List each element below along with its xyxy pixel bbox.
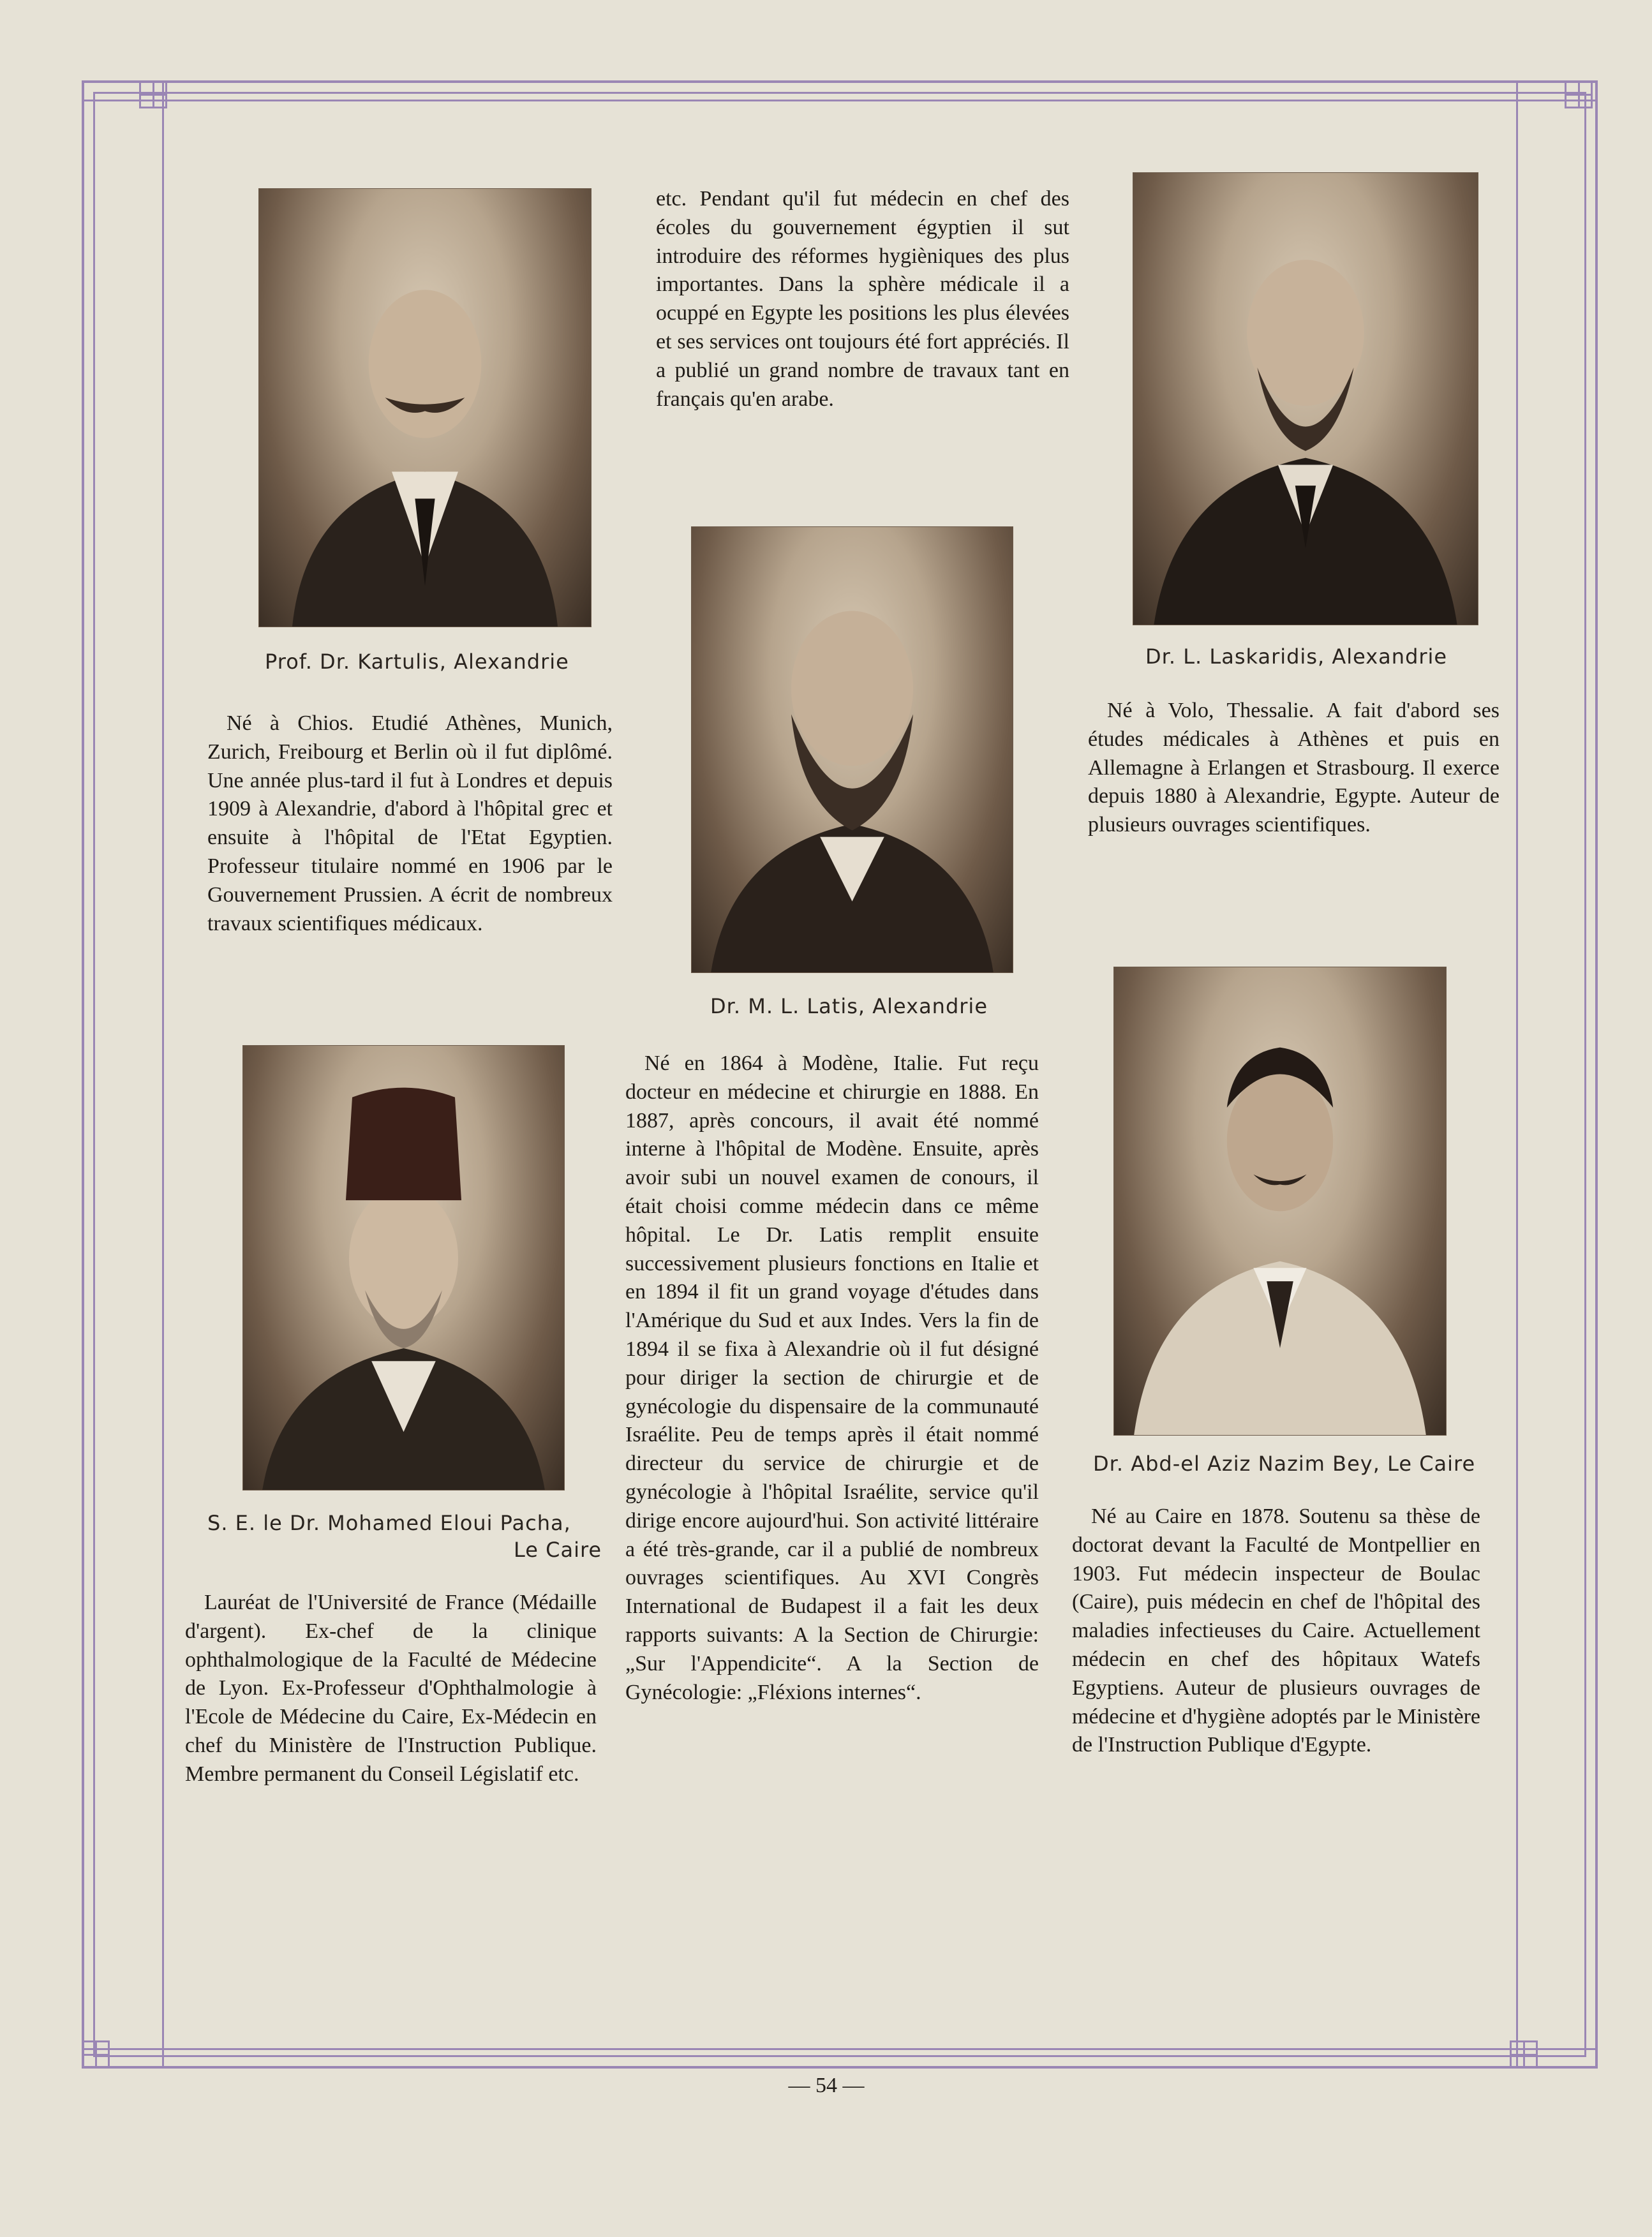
portrait-latis-figure (692, 527, 1013, 972)
article-laskaridis-text: Né à Volo, Thessalie. A fait d'abord ses études médicales à Athènes et puis en Allemagne à Erlangen et Strasbourg. Il exerce depuis 1880 à Alexandrie, Egypte. Auteur de plusieurs ouvrages scientifiques. (1088, 699, 1499, 837)
article-kartulis-text: Né à Chios. Etudié Athènes, Munich, Zurich, Freibourg et Berlin où il fut diplômé. Une année plus-tard il fut à Londres et depuis 1909 à Alexandrie, d'abord à l'hôpital grec et ensuite à l'hôpital de l'Etat Egyptien. Professeur titulaire nommé en 1906 par le Gouvernement Prussien. A écrit de nombreux travaux scientifiques médicaux. (207, 711, 613, 935)
article-latis-continuation: etc. Pendant qu'il fut médecin en chef des écoles du gouvernement égyptien il sut introduire des réformes hygièniques des plus importantes. Dans la sphère médicale il a ocuppé en Egypte les positions les plus élevées et ses services ont toujours été fort appréciés. Il a publié un grand nombre de travaux tant en français qu'en arabe. (656, 187, 1069, 411)
border-rule-bottom (82, 2048, 1598, 2050)
border-corner-ornament-tl (139, 80, 167, 108)
portrait-laskaridis (1133, 172, 1478, 625)
portrait-kartulis (258, 188, 592, 627)
border-rule-top (82, 100, 1598, 101)
border-rule-right (1516, 80, 1518, 2069)
caption-laskaridis: Dr. L. Laskaridis, Alexandrie (1145, 644, 1448, 669)
article-nazim-text: Né au Caire en 1878. Soutenu sa thèse de doctorat devant la Faculté de Montpellier en 1903. Fut médecin inspecteur de Boulac (Caire), puis médecin en chef de l'hôpital des maladies infectieuses du Caire. Actuellement médecin en chef des hôpitaux Watefs Egyptiens. Auteur de plusieurs ouvrages de médecine et d'hygiène adoptés par le Ministère de l'Instruction Publique d'Egypte. (1072, 1505, 1480, 1757)
border-corner-ornament-br (1510, 2040, 1538, 2069)
caption-eloui-line2: Le Caire (514, 1538, 602, 1562)
portrait-nazim (1113, 967, 1447, 1436)
portrait-nazim-figure (1114, 967, 1446, 1435)
portrait-latis (691, 526, 1013, 973)
portrait-kartulis-figure (259, 189, 591, 627)
caption-kartulis: Prof. Dr. Kartulis, Alexandrie (265, 650, 569, 674)
caption-latis: Dr. M. L. Latis, Alexandrie (710, 994, 988, 1018)
portrait-eloui (242, 1045, 565, 1490)
border-rule-left (162, 80, 164, 2069)
caption-nazim: Dr. Abd-el Aziz Nazim Bey, Le Caire (1093, 1452, 1476, 1476)
article-latis-text: Né en 1864 à Modène, Italie. Fut reçu docteur en médecine et chirurgie en 1888. En 1887, après concours, il avait été nommé interne à l'hôpital de Modène. Ensuite, après avoir subi un nouvel examen de conours, il était choisi comme médecin dans ce même hôpital. Le Dr. Latis remplit ensuite successivement plusieurs fonctions en Italie et en 1894 il fit un grand voyage d'études dans l'Amérique du Sud et aux Indes. Vers la fin de 1894 il se fixa à Alexandrie où il fut désigné pour diriger la section de chirurgie et de gynécologie du dispensaire de la communauté Israélite. Peu de temps après il était nommé directeur du service de chirurgie et de gynécologie à l'hôpital Israélite, service qu'il dirige encore aujourd'hui. Son activité littéraire a été très-grande, car il a publié de nombreux ouvrages scientifiques. Au XVI Congrès International de Budapest il a fait les deux rapports suivants: A la Section de Chirurgie: „Sur l'Appendicite“. A la Section de Gynécologie: „Fléxions internes“. (625, 1052, 1039, 1704)
portrait-eloui-figure (243, 1046, 564, 1490)
border-corner-ornament-bl (82, 2040, 110, 2069)
article-eloui-text: Lauréat de l'Université de France (Médaille d'argent). Ex-chef de la clinique ophthalmologique de la Faculté de Médecine de Lyon. Ex-Professeur d'Ophthalmologie à l'Ecole de Médecine du Caire, Ex-Médecin en chef du Ministère de l'Instruction Publique. Membre permanent du Conseil Législatif etc. (185, 1591, 597, 1786)
caption-eloui-line1: S. E. le Dr. Mohamed Eloui Pacha, (207, 1511, 571, 1535)
portrait-laskaridis-figure (1133, 173, 1478, 625)
page-number: — 54 — (788, 2074, 865, 2097)
border-corner-ornament-tr (1565, 80, 1593, 108)
